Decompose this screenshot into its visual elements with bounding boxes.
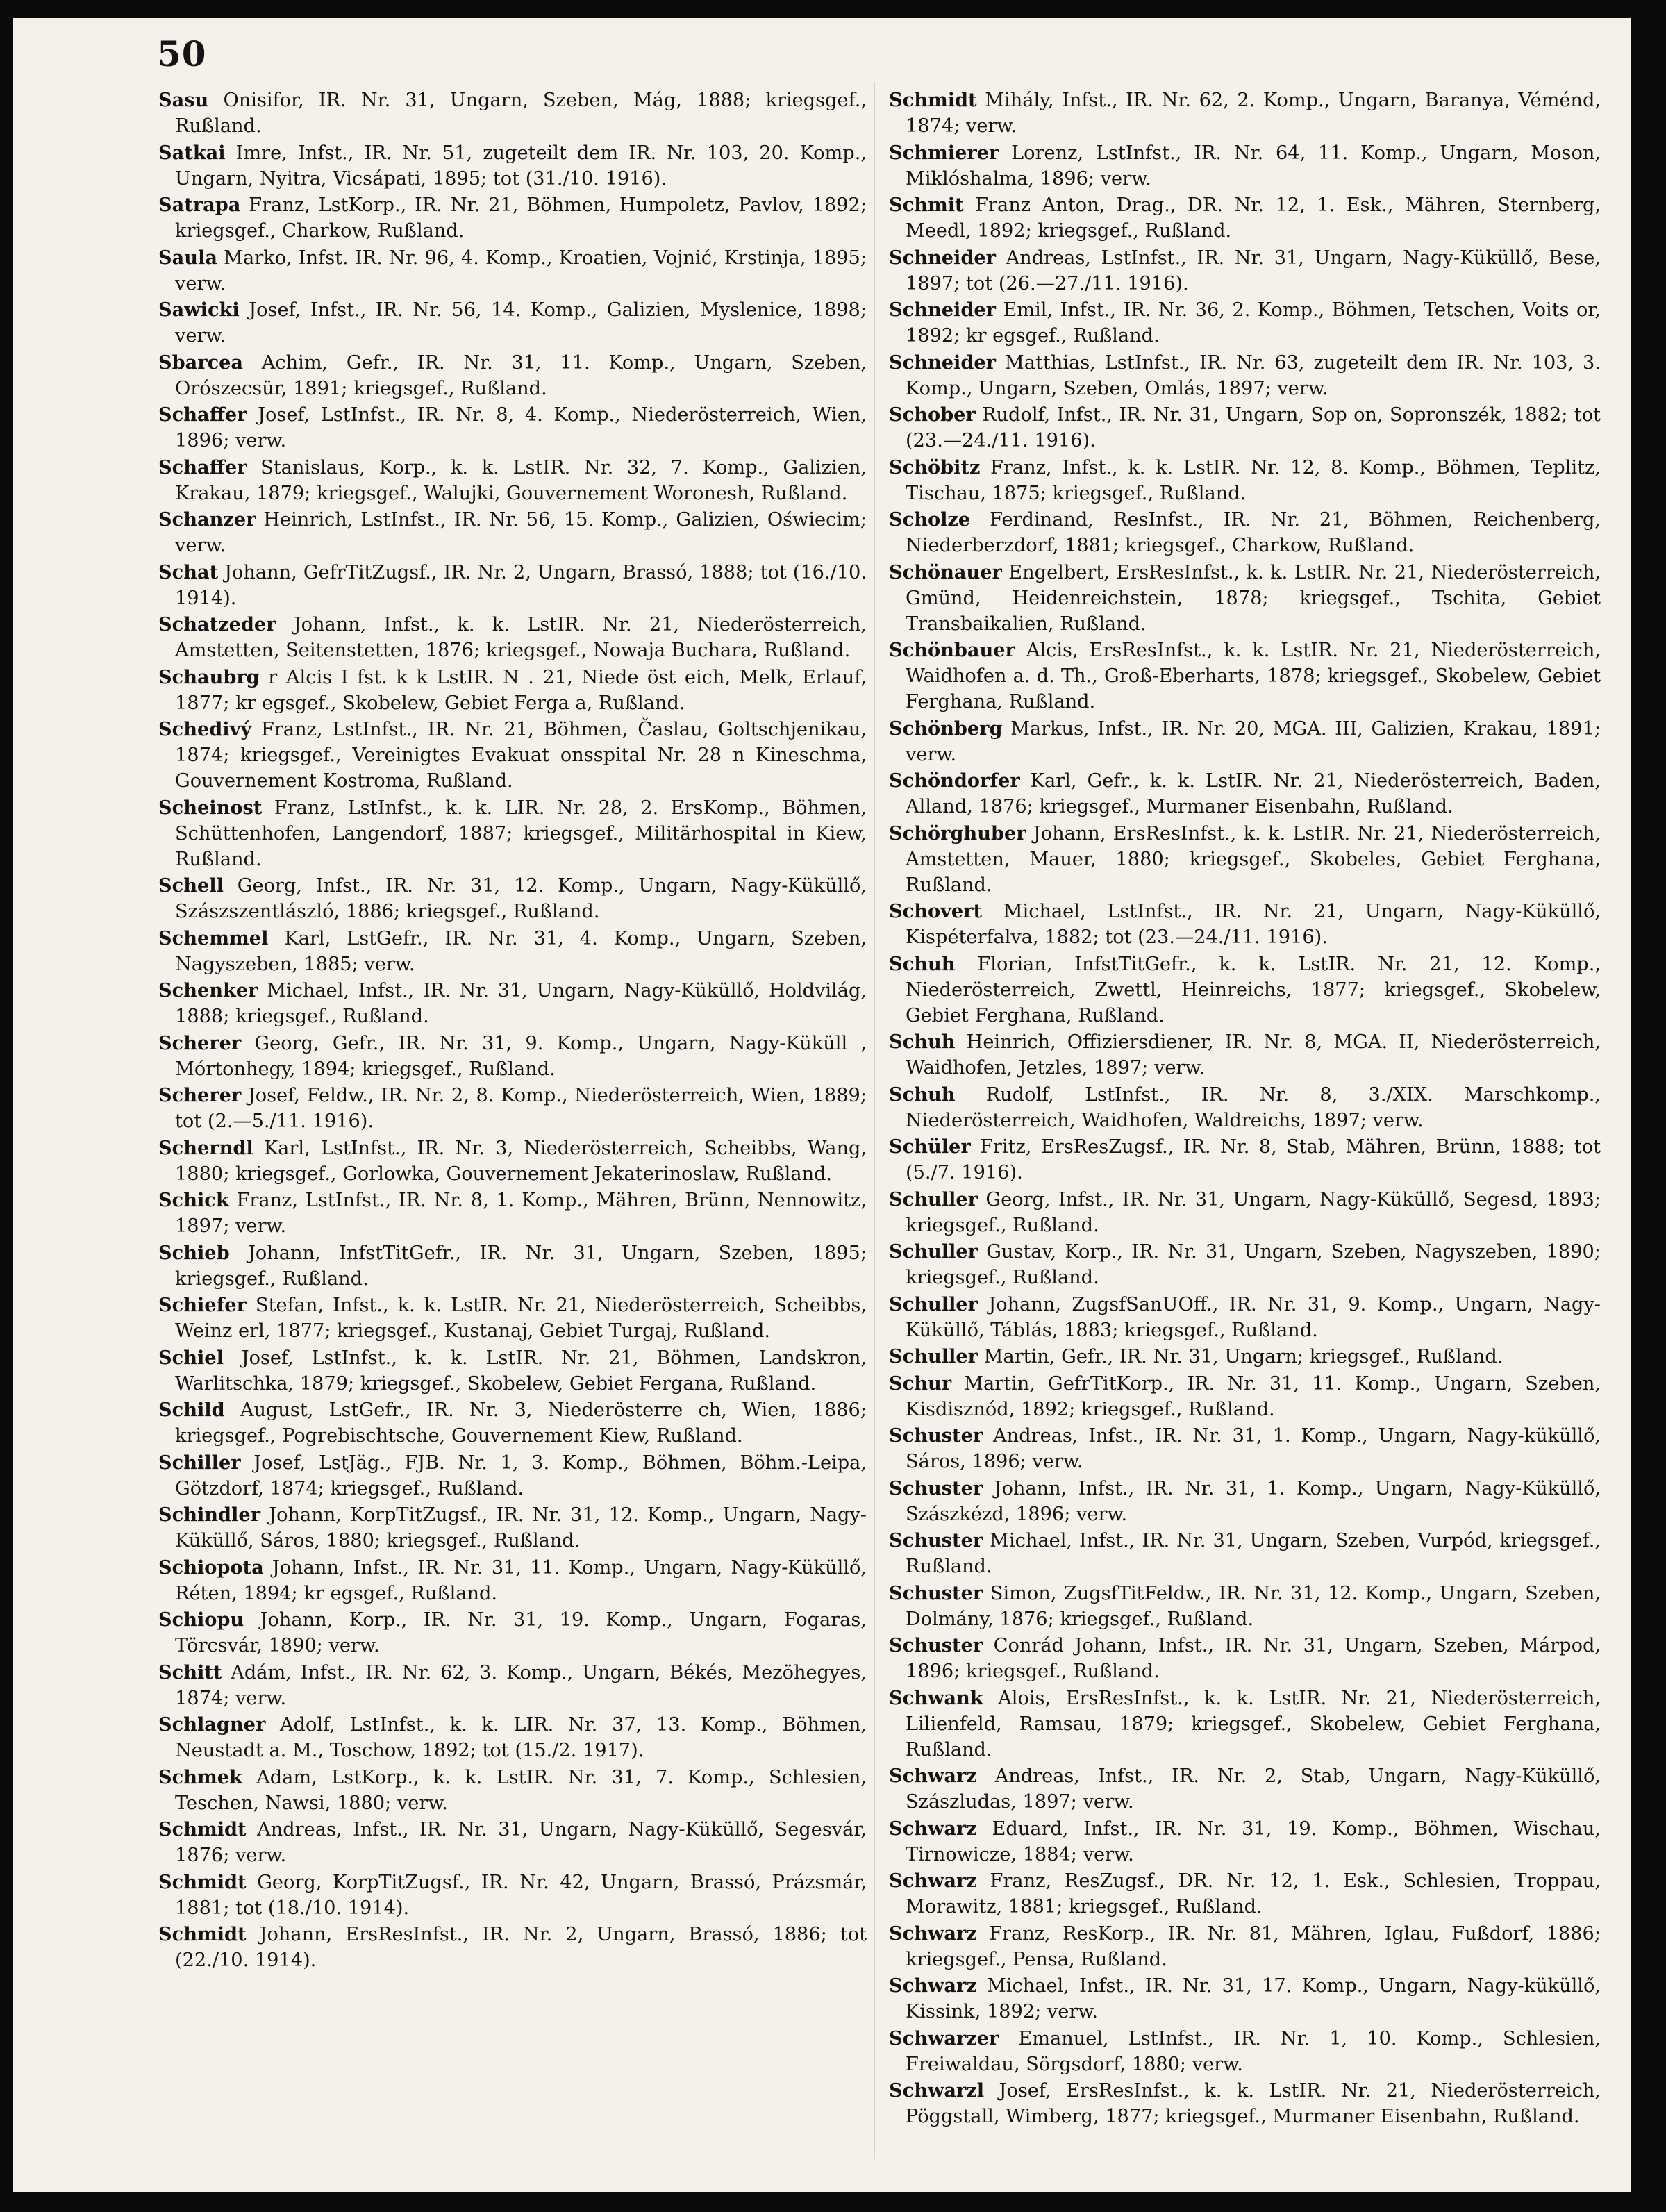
entry-surname: Schuster — [889, 1424, 983, 1447]
list-entry — [889, 716, 1601, 767]
entry-details: Georg, Gefr., IR. Nr. 31, 9. Komp., Ungarn, Nagy-Küküll , Mórtonhegy, 1894; kriegsgef., Rußland. — [175, 1032, 867, 1080]
list-entry — [889, 1239, 1601, 1290]
entry-details: Franz Anton, Drag., DR. Nr. 12, 1. Esk., Mähren, Sternberg, Meedl, 1892; kriegsgef., Rußland. — [906, 194, 1601, 242]
entry-details: Martin, GefrTitKorp., IR. Nr. 31, 11. Komp., Ungarn, Szeben, Kisdisznód, 1892; kriegsgef., Rußland. — [906, 1372, 1601, 1420]
entry-surname: Schiel — [158, 1346, 224, 1369]
entry-surname: Schmek — [158, 1765, 242, 1788]
entry-surname: Schmit — [889, 194, 964, 216]
entry-surname: Sbarcea — [158, 351, 244, 374]
entry-surname: Sawicki — [158, 299, 240, 321]
entry-surname: Schuh — [889, 952, 956, 975]
entry-details: August, LstGefr., IR. Nr. 3, Niederösterre ch, Wien, 1886; kriegsgef., Pogrebischtsche, Gouvernement Kiew, Rußland. — [175, 1399, 867, 1447]
entry-surname: Schmidt — [889, 89, 977, 111]
entry-details: Adolf, LstInfst., k. k. LIR. Nr. 37, 13. Komp., Böhmen, Neustadt a. M., Toschow, 1892; tot (15./2. 1917). — [175, 1714, 867, 1761]
entry-details: Conrád Johann, Infst., IR. Nr. 31, Ungarn, Szeben, Márpod, 1896; kriegsgef., Rußland. — [906, 1635, 1601, 1682]
entry-details: Onisifor, IR. Nr. 31, Ungarn, Szeben, Mág, 1888; kriegsgef., Rußland. — [175, 90, 867, 137]
entry-details: Rudolf, Infst., IR. Nr. 31, Ungarn, Sop on, Sopronszék, 1882; tot (23.—24./11. 1916). — [906, 404, 1601, 451]
list-entry — [158, 926, 867, 977]
entry-details: Karl, LstGefr., IR. Nr. 31, 4. Komp., Ungarn, Szeben, Nagyszeben, 1885; verw. — [175, 927, 867, 975]
list-entry — [158, 1607, 867, 1658]
entry-surname: Schiopota — [158, 1556, 264, 1579]
entry-details: Franz, LstInfst., IR. Nr. 21, Böhmen, Časlau, Goltschjenikau, 1874; kriegsgef., Vereinigtes Evakuat onsspital Nr. 28 n Kineschma, Gouvernement Kostroma, Rußland. — [175, 719, 867, 792]
entry-surname: Schur — [889, 1372, 952, 1395]
entry-details: Heinrich, Offiziersdiener, IR. Nr. 8, MGA. II, Niederösterreich, Waidhofen, Jetzles, 1897; verw. — [906, 1031, 1601, 1079]
entry-details: Josef, LstJäg., FJB. Nr. 1, 3. Komp., Böhmen, Böhm.-Leipa, Götzdorf, 1874; kriegsgef., Rußland. — [175, 1452, 867, 1499]
list-entry — [889, 1292, 1601, 1343]
entry-details: Florian, InfstTitGefr., k. k. LstIR. Nr. 21, 12. Komp., Niederösterreich, Zwettl, Heinreichs, 1877; kriegsgef., Skobelew, Gebiet Ferghana, Rußland. — [906, 953, 1601, 1026]
entry-surname: Schuller — [889, 1188, 978, 1211]
entry-surname: Schanzer — [158, 508, 256, 531]
list-entry — [889, 1581, 1601, 1632]
entry-details: Eduard, Infst., IR. Nr. 31, 19. Komp., Böhmen, Wischau, Tirnowicze, 1884; verw. — [906, 1818, 1601, 1865]
entry-surname: Schuster — [889, 1529, 983, 1552]
entry-details: Markus, Infst., IR. Nr. 20, MGA. III, Galizien, Krakau, 1891; verw. — [906, 717, 1601, 765]
list-entry — [158, 455, 867, 506]
entry-surname: Schell — [158, 874, 224, 897]
list-entry — [158, 1765, 867, 1816]
entry-details: Achim, Gefr., IR. Nr. 31, 11. Komp., Ungarn, Szeben, Orószecsür, 1891; kriegsgef., Rußland. — [175, 351, 867, 399]
list-entry — [889, 1476, 1601, 1527]
list-entry — [158, 1660, 867, 1711]
list-entry — [158, 245, 867, 297]
entry-details: Adám, Infst., IR. Nr. 62, 3. Komp., Ungarn, Békés, Mezöhegyes, 1874; verw. — [175, 1661, 867, 1709]
entry-surname: Schwarz — [889, 1922, 977, 1945]
entry-details: Johann, Infst., IR. Nr. 31, 1. Komp., Ungarn, Nagy-Küküllő, Szászkézd, 1896; verw. — [906, 1477, 1601, 1525]
entry-details: Ferdinand, ResInfst., IR. Nr. 21, Böhmen, Reichenberg, Niederberzdorf, 1881; kriegsgef., Charkow, Rußland. — [906, 509, 1601, 556]
entry-details: Johann, InfstTitGefr., IR. Nr. 31, Ungarn, Szeben, 1895; kriegsgef., Rußland. — [175, 1242, 867, 1290]
entry-surname: Schmierer — [889, 141, 999, 164]
entry-surname: Schuh — [889, 1083, 956, 1106]
list-entry — [158, 795, 867, 872]
entry-surname: Scherer — [158, 1084, 242, 1106]
list-entry — [158, 717, 867, 794]
list-entry — [889, 507, 1601, 558]
list-entry — [158, 1870, 867, 1921]
entry-surname: Schuh — [889, 1031, 956, 1053]
entry-surname: Schedivý — [158, 718, 252, 740]
list-entry — [158, 1031, 867, 1082]
list-entry — [158, 1502, 867, 1554]
entry-details: Franz, ResZugsf., DR. Nr. 12, 1. Esk., Schlesien, Troppau, Morawitz, 1881; kriegsgef., Rußland. — [906, 1870, 1601, 1918]
entry-details: Franz, LstInfst., k. k. LIR. Nr. 28, 2. ErsKomp., Böhmen, Schüttenhofen, Langendorf, 1887; kriegsgef., Militärhospital in Kiew, Rußland. — [175, 797, 867, 870]
list-entry — [889, 402, 1601, 454]
entry-details: Josef, Infst., IR. Nr. 56, 14. Komp., Galizien, Myslenice, 1898; verw. — [175, 299, 867, 347]
entry-surname: Sasu — [158, 89, 209, 111]
entry-details: r Alcis I fst. k k LstIR. N . 21, Niede öst eich, Melk, Erlauf, 1877; kr egsgef., Skobelew, Gebiet Ferga a, Rußland. — [175, 666, 867, 714]
list-entry — [889, 350, 1601, 401]
entry-details: Michael, LstInfst., IR. Nr. 21, Ungarn, Nagy-Küküllő, Kispéterfalva, 1882; tot (23.—24./11. 1916). — [906, 901, 1601, 948]
entry-surname: Schwarz — [889, 1765, 977, 1787]
list-entry — [889, 1973, 1601, 2024]
entry-details: Franz, LstInfst., IR. Nr. 8, 1. Komp., Mähren, Brünn, Nennowitz, 1897; verw. — [175, 1190, 867, 1237]
entry-surname: Schmidt — [158, 1923, 247, 1945]
entry-surname: Schatzeder — [158, 613, 276, 635]
entry-surname: Schönbauer — [889, 639, 1015, 661]
list-entry — [158, 1188, 867, 1239]
entry-surname: Schuller — [889, 1345, 978, 1367]
entry-details: Andreas, Infst., IR. Nr. 31, 1. Komp., Ungarn, Nagy-küküllő, Sáros, 1896; verw. — [906, 1425, 1601, 1472]
document-page — [13, 18, 1631, 2192]
entry-surname: Schneider — [889, 246, 996, 269]
entry-details: Michael, Infst., IR. Nr. 31, 17. Komp., Ungarn, Nagy-küküllő, Kissink, 1892; verw. — [906, 1975, 1601, 2022]
list-entry — [158, 1345, 867, 1397]
entry-surname: Scherndl — [158, 1136, 253, 1159]
entry-surname: Schuller — [889, 1240, 978, 1263]
entry-surname: Schieb — [158, 1241, 230, 1264]
list-entry — [158, 297, 867, 349]
entry-surname: Schwank — [889, 1686, 983, 1709]
list-entry — [889, 1633, 1601, 1684]
entry-details: Johann, GefrTitZugsf., IR. Nr. 2, Ungarn, Brassó, 1888; tot (16./10. 1914). — [175, 561, 867, 609]
entry-details: Emanuel, LstInfst., IR. Nr. 1, 10. Komp., Schlesien, Freiwaldau, Sörgsdorf, 1880; verw. — [906, 2027, 1601, 2075]
entry-details: Andreas, Infst., IR. Nr. 31, Ungarn, Nagy-Küküllő, Segesvár, 1876; verw. — [175, 1819, 867, 1866]
list-entry — [889, 1371, 1601, 1422]
entry-surname: Schwarz — [889, 1817, 977, 1840]
entry-details: Josef, LstInfst., IR. Nr. 8, 4. Komp., Niederösterreich, Wien, 1896; verw. — [175, 404, 867, 451]
entry-surname: Schönberg — [889, 717, 1003, 740]
entry-details: Stanislaus, Korp., k. k. LstIR. Nr. 32, 7. Komp., Galizien, Krakau, 1879; kriegsgef., Walujki, Gouvernement Woronesh, Rußland. — [175, 456, 867, 504]
entry-surname: Saula — [158, 246, 217, 269]
list-entry — [889, 899, 1601, 950]
list-entry — [889, 297, 1601, 349]
entry-details: Alcis, ErsResInfst., k. k. LstIR. Nr. 21, Niederösterreich, Waidhofen a. d. Th., Groß-Eberharts, 1878; kriegsgef., Skobelew, Gebiet Ferghana, Rußland. — [906, 640, 1601, 713]
entry-details: Simon, ZugsfTitFeldw., IR. Nr. 31, 12. Komp., Ungarn, Szeben, Dolmány, 1876; kriegsgef., Rußland. — [906, 1582, 1601, 1630]
list-entry — [889, 1344, 1601, 1370]
entry-surname: Schuller — [889, 1292, 978, 1315]
entry-surname: Satrapa — [158, 194, 241, 216]
entry-details: Michael, Infst., IR. Nr. 31, Ungarn, Nagy-Küküllő, Holdvilág, 1888; kriegsgef., Rußland. — [175, 980, 867, 1027]
entry-details: Gustav, Korp., IR. Nr. 31, Ungarn, Szeben, Nagyszeben, 1890; kriegsgef., Rußland. — [906, 1241, 1601, 1288]
entry-surname: Schöbitz — [889, 456, 981, 479]
list-entry — [158, 1292, 867, 1344]
entry-surname: Schöndorfer — [889, 770, 1020, 792]
entry-surname: Scholze — [889, 508, 971, 531]
entry-surname: Schneider — [889, 299, 996, 321]
entry-details: Karl, LstInfst., IR. Nr. 3, Niederösterreich, Scheibbs, Wang, 1880; kriegsgef., Gorlowka, Gouvernement Jekaterinoslaw, Rußland. — [175, 1137, 867, 1185]
list-entry — [158, 1397, 867, 1449]
list-entry — [889, 1029, 1601, 1081]
entry-details: Heinrich, LstInfst., IR. Nr. 56, 15. Komp., Galizien, Oświecim; verw. — [175, 509, 867, 556]
list-entry — [889, 1134, 1601, 1186]
entry-details: Fritz, ErsResZugsf., IR. Nr. 8, Stab, Mähren, Brünn, 1888; tot (5./7. 1916). — [906, 1136, 1601, 1183]
list-entry — [889, 2078, 1601, 2129]
entry-details: Franz, LstKorp., IR. Nr. 21, Böhmen, Humpoletz, Pavlov, 1892; kriegsgef., Charkow, Rußland. — [175, 194, 867, 242]
list-entry — [158, 873, 867, 924]
entry-surname: Schuster — [889, 1581, 983, 1604]
list-entry — [158, 612, 867, 663]
list-entry — [889, 1868, 1601, 1920]
entry-details: Lorenz, LstInfst., IR. Nr. 64, 11. Komp., Ungarn, Moson, Miklóshalma, 1896; verw. — [906, 142, 1601, 190]
entry-details: Franz, ResKorp., IR. Nr. 81, Mähren, Iglau, Fußdorf, 1886; kriegsgef., Pensa, Rußland. — [906, 1922, 1601, 1970]
list-entry — [889, 821, 1601, 898]
entry-details: Stefan, Infst., k. k. LstIR. Nr. 21, Niederösterreich, Scheibbs, Weinz erl, 1877; kriegsgef., Kustanaj, Gebiet Turgaj, Rußland. — [175, 1295, 867, 1342]
entry-details: Johann, Infst., k. k. LstIR. Nr. 21, Niederösterreich, Amstetten, Seitenstetten, 1876; kriegsgef., Nowaja Buchara, Rußland. — [175, 614, 867, 661]
entry-surname: Schovert — [889, 900, 983, 922]
list-entry — [158, 1555, 867, 1606]
entry-surname: Schaubrg — [158, 665, 260, 688]
entry-surname: Scherer — [158, 1031, 242, 1054]
entry-details: Adam, LstKorp., k. k. LstIR. Nr. 31, 7. Komp., Schlesien, Teschen, Nawsi, 1880; verw. — [175, 1766, 867, 1814]
list-entry — [889, 1921, 1601, 1972]
entry-details: Mihály, Infst., IR. Nr. 62, 2. Komp., Ungarn, Baranya, Véménd, 1874; verw. — [906, 90, 1601, 137]
entry-surname: Schwarz — [889, 1974, 977, 1997]
entry-surname: Schlagner — [158, 1713, 266, 1736]
entry-surname: Schmidt — [158, 1870, 247, 1893]
left-column — [158, 88, 867, 1974]
entry-details: Josef, ErsResInfst., k. k. LstIR. Nr. 21, Niederösterreich, Pöggstall, Wimberg, 1877; kriegsgef., Murmaner Eisenbahn, Rußland. — [906, 2080, 1601, 2127]
list-entry — [158, 665, 867, 716]
entry-details: Josef, LstInfst., k. k. LstIR. Nr. 21, Böhmen, Landskron, Warlitschka, 1879; kriegsgef., Skobelew, Gebiet Fergana, Rußland. — [175, 1347, 867, 1395]
list-entry — [889, 88, 1601, 139]
entry-details: Matthias, LstInfst., IR. Nr. 63, zugeteilt dem IR. Nr. 103, 3. Komp., Ungarn, Szeben, Omlás, 1897; verw. — [906, 351, 1601, 399]
list-entry — [889, 1528, 1601, 1579]
list-entry — [158, 88, 867, 139]
entry-surname: Schönauer — [889, 560, 1002, 583]
list-entry — [889, 455, 1601, 506]
entry-details: Johann, ZugsfSanUOff., IR. Nr. 31, 9. Komp., Ungarn, Nagy-Küküllő, Táblás, 1883; kriegsgef., Rußland. — [906, 1293, 1601, 1341]
list-entry — [158, 140, 867, 192]
entry-details: Johann, ErsResInfst., IR. Nr. 2, Ungarn, Brassó, 1886; tot (22./10. 1914). — [175, 1924, 867, 1971]
entry-details: Imre, Infst., IR. Nr. 51, zugeteilt dem IR. Nr. 103, 20. Komp., Ungarn, Nyitra, Vicsápati, 1895; tot (31./10. 1916). — [175, 142, 867, 190]
entry-surname: Schwarzer — [889, 2027, 999, 2049]
entry-surname: Schuster — [889, 1477, 983, 1499]
list-entry — [158, 350, 867, 401]
right-column — [889, 88, 1601, 2131]
entry-details: Georg, KorpTitZugsf., IR. Nr. 42, Ungarn, Brassó, Prázsmár, 1881; tot (18./10. 1914). — [175, 1871, 867, 1919]
entry-surname: Schiopu — [158, 1608, 244, 1631]
entry-details: Karl, Gefr., k. k. LstIR. Nr. 21, Niederösterreich, Baden, Alland, 1876; kriegsgef., Murmaner Eisenbahn, Rußland. — [906, 770, 1601, 817]
entry-details: Engelbert, ErsResInfst., k. k. LstIR. Nr. 21, Niederösterreich, Gmünd, Heidenreichstein, 1878; kriegsgef., Tschita, Gebiet Transbaikalien, Rußland. — [906, 561, 1601, 635]
entry-details: Andreas, Infst., IR. Nr. 2, Stab, Ungarn, Nagy-Küküllő, Szászludas, 1897; verw. — [906, 1765, 1601, 1813]
list-entry — [889, 1082, 1601, 1133]
list-entry — [158, 978, 867, 1029]
list-entry — [158, 1817, 867, 1868]
entry-details: Michael, Infst., IR. Nr. 31, Ungarn, Szeben, Vurpód, kriegsgef., Rußland. — [906, 1530, 1601, 1577]
entry-surname: Schörghuber — [889, 822, 1026, 845]
entry-surname: Schwarzl — [889, 2079, 985, 2102]
list-entry — [158, 1136, 867, 1187]
entry-details: Martin, Gefr., IR. Nr. 31, Ungarn; kriegsgef., Rußland. — [978, 1346, 1503, 1367]
entry-surname: Schiller — [158, 1451, 241, 1474]
list-entry — [158, 1922, 867, 1973]
list-entry — [889, 1423, 1601, 1474]
entry-surname: Schemmel — [158, 926, 269, 949]
list-entry — [889, 245, 1601, 297]
list-entry — [158, 1712, 867, 1763]
entry-surname: Schindler — [158, 1504, 261, 1526]
entry-surname: Schenker — [158, 979, 258, 1001]
entry-details: Johann, Infst., IR. Nr. 31, 11. Komp., Ungarn, Nagy-Küküllő, Réten, 1894; kr egsgef., Rußland. — [175, 1556, 867, 1604]
list-entry — [889, 638, 1601, 715]
entry-details: Franz, Infst., k. k. LstIR. Nr. 12, 8. Komp., Böhmen, Teplitz, Tischau, 1875; kriegsgef., Rußland. — [906, 456, 1601, 504]
list-entry — [889, 1686, 1601, 1763]
entry-details: Johann, KorpTitZugsf., IR. Nr. 31, 12. Komp., Ungarn, Nagy-Küküllő, Sáros, 1880; kriegsgef., Rußland. — [175, 1504, 867, 1552]
list-entry — [889, 1187, 1601, 1238]
list-entry — [889, 1763, 1601, 1815]
entry-surname: Schober — [889, 404, 976, 426]
list-entry — [158, 1450, 867, 1502]
entry-surname: Schneider — [889, 351, 996, 374]
entry-surname: Schick — [158, 1189, 229, 1211]
list-entry — [158, 1240, 867, 1292]
entry-details: Johann, Korp., IR. Nr. 31, 19. Komp., Ungarn, Fogaras, Törcsvár, 1890; verw. — [175, 1609, 867, 1656]
entry-surname: Schat — [158, 560, 219, 583]
page-number: 50 — [157, 33, 207, 74]
list-entry — [158, 507, 867, 558]
entry-surname: Schaffer — [158, 404, 247, 426]
list-entry — [158, 1083, 867, 1134]
entry-surname: Schaffer — [158, 456, 247, 479]
entry-surname: Satkai — [158, 141, 226, 164]
entry-surname: Scheinost — [158, 796, 263, 819]
entry-surname: Schiefer — [158, 1294, 247, 1316]
list-entry — [889, 768, 1601, 820]
list-entry — [158, 192, 867, 244]
entry-surname: Schild — [158, 1399, 225, 1421]
entry-surname: Schuster — [889, 1634, 983, 1656]
list-entry — [889, 1816, 1601, 1868]
list-entry — [889, 192, 1601, 244]
entry-surname: Schüler — [889, 1136, 971, 1158]
list-entry — [158, 402, 867, 454]
entry-details: Alois, ErsResInfst., k. k. LstIR. Nr. 21, Niederösterreich, Lilienfeld, Ramsau, 1879; kriegsgef., Skobelew, Gebiet Ferghana, Rußland. — [906, 1687, 1601, 1761]
entry-surname: Schmidt — [158, 1818, 247, 1840]
entry-surname: Schitt — [158, 1661, 222, 1683]
entry-details: Georg, Infst., IR. Nr. 31, Ungarn, Nagy-Küküllő, Segesd, 1893; kriegsgef., Rußland. — [906, 1188, 1601, 1236]
entry-details: Andreas, LstInfst., IR. Nr. 31, Ungarn, Nagy-Küküllő, Bese, 1897; tot (26.—27./11. 1916). — [906, 247, 1601, 294]
list-entry — [889, 2026, 1601, 2077]
list-entry — [158, 560, 867, 611]
list-entry — [889, 140, 1601, 192]
entry-surname: Schwarz — [889, 1870, 977, 1892]
entry-details: Marko, Infst. IR. Nr. 96, 4. Komp., Kroatien, Vojnić, Krstinja, 1895; verw. — [175, 247, 867, 294]
entry-details: Rudolf, LstInfst., IR. Nr. 8, 3./XIX. Marschkomp., Niederösterreich, Waidhofen, Waldreichs, 1897; verw. — [906, 1083, 1601, 1131]
entry-details: Johann, ErsResInfst., k. k. LstIR. Nr. 21, Niederösterreich, Amstetten, Mauer, 1880; kriegsgef., Skobeles, Gebiet Ferghana, Rußland. — [906, 822, 1601, 896]
entry-details: Emil, Infst., IR. Nr. 36, 2. Komp., Böhmen, Tetschen, Voits or, 1892; kr egsgef., Rußland. — [906, 299, 1601, 347]
entry-details: Georg, Infst., IR. Nr. 31, 12. Komp., Ungarn, Nagy-Küküllő, Szászszentlászló, 1886; kriegsgef., Rußland. — [175, 875, 867, 922]
entry-details: Josef, Feldw., IR. Nr. 2, 8. Komp., Niederösterreich, Wien, 1889; tot (2.—5./11. 1916). — [175, 1085, 867, 1132]
list-entry — [889, 951, 1601, 1029]
column-divider — [874, 82, 875, 2159]
list-entry — [889, 560, 1601, 637]
